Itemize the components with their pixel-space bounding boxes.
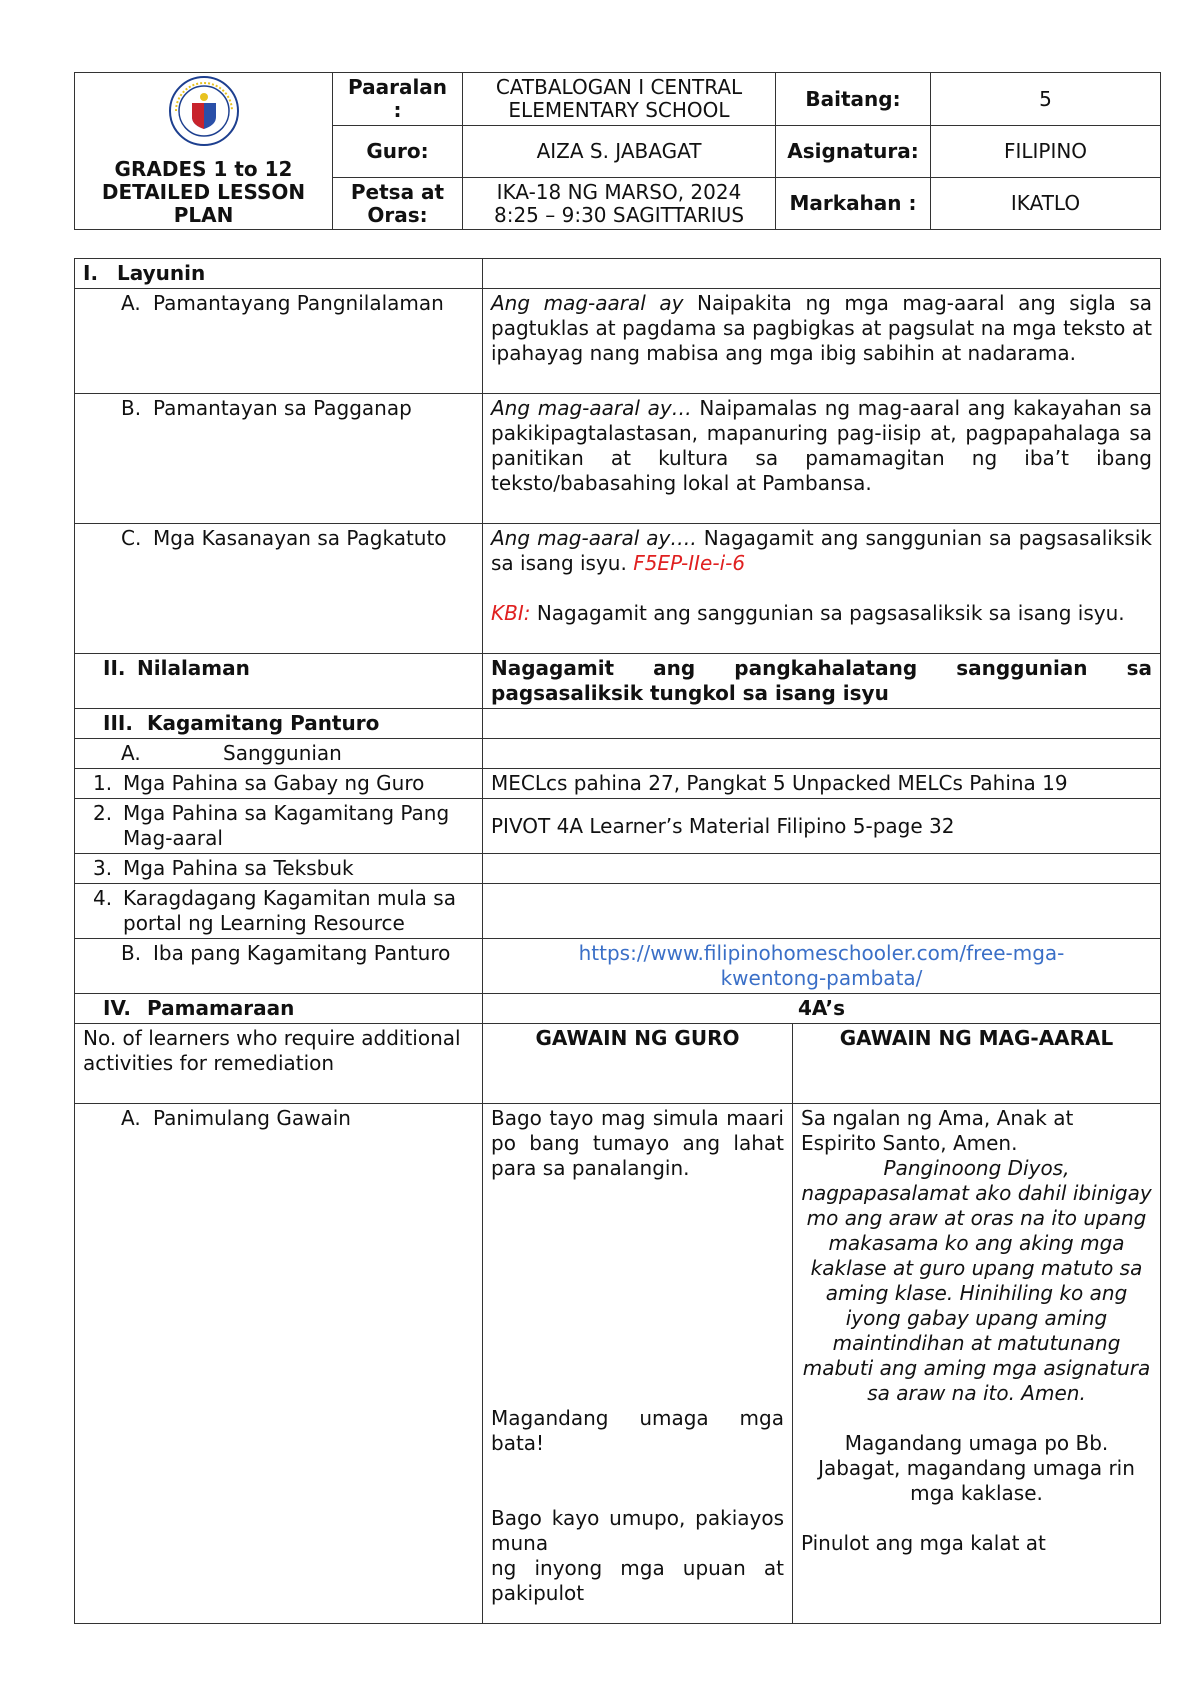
col-student-header: GAWAIN NG MAG-AARAL: [793, 1024, 1161, 1104]
grade-label: Baitang:: [776, 73, 931, 126]
teacher-label: Guro:: [333, 126, 463, 178]
col-teacher-header: GAWAIN NG GURO: [483, 1024, 793, 1104]
row-sanggunian: A. Sanggunian: [75, 739, 1161, 769]
row-kagamitang-panturo: III. Kagamitang Panturo: [75, 709, 1161, 739]
row-pamantayan-sa-pagganap: B. Pamantayan sa Pagganap Ang mag-aaral ay… Naipamalas ng mag-aaral ang kakayahan sa pakikipagtalastasan, mapanuring pag-iisip at, pagpapahalaga sa panitikan at kultura sa pamamagitan ng iba’t ibang teksto/babasahing lokal at Pambansa.: [75, 394, 1161, 524]
school-label: Paaralan :: [333, 73, 463, 126]
remediation-label: No. of learners who require additional activities for remediation: [75, 1024, 483, 1104]
row-karagdagang-kagamitan: 4. Karagdagang Kagamitan mula sa portal ng Learning Resource: [75, 884, 1161, 939]
row-pamamaraan: IV. Pamamaraan 4A’s: [75, 994, 1161, 1024]
row-pamantayang-pangnilalaman: A. Pamantayang Pangnilalaman Ang mag-aaral ay Naipakita ng mga mag-aaral ang sigla sa pagtuklas at pagdama sa pagbigkas at pagsulat na mga teksto at ipahayag nang mabisa ang mga ibig sabihin at nadarama.: [75, 289, 1161, 394]
subject-label: Asignatura:: [776, 126, 931, 178]
four-as: 4A’s: [483, 994, 1161, 1024]
quarter-label: Markahan :: [776, 178, 931, 230]
date-value: [463, 178, 776, 230]
resource-link-line1[interactable]: https://www.filipinohomeschooler.com/free-mga-: [578, 941, 1065, 965]
row-iba-pang-kagamitan: B. Iba pang Kagamitang Panturo https://www.filipinohomeschooler.com/free-mga- kwentong-pambata/: [75, 939, 1161, 994]
date-value-line1: IKA-18 NG MARSO, 2024: [496, 179, 742, 204]
lesson-table: [74, 258, 1161, 1624]
teacher-activity: Bago tayo mag simula maari po bang tumayo ang lahat para sa panalangin. Magandang umaga mga bata! Bago kayo umupo, pakiayos muna ng inyong mga upuan at pakipulot: [483, 1104, 793, 1624]
row-remediation: [75, 1024, 1161, 1104]
kagamitang-value: PIVOT 4A Learner’s Material Filipino 5-page 32: [483, 799, 1161, 854]
row-kagamitang-mag-aaral: 2. Mga Pahina sa Kagamitang Pang Mag-aaral PIVOT 4A Learner’s Material Filipino 5-page 32: [75, 799, 1161, 854]
student-activity: Sa ngalan ng Ama, Anak at Espirito Santo, Amen. Panginoong Diyos, nagpapasalamat ako dahil ibinigay mo ang araw at oras na ito upang makasama ko ang aking mga kaklase at guro upang matuto sa aming klase. Hinihiling ko ang iyong gabay upang aming maintindihan at matutunang mabuti ang aming mga asignatura sa araw na ito. Amen. Magandang umaga po Bb. Jabagat, magandang umaga rin mga kaklase. Pinulot ang mga kalat at: [793, 1104, 1161, 1624]
date-value-line2: 8:25 – 9:30 SAGITTARIUS: [493, 202, 745, 227]
row-teksbuk: 3. Mga Pahina sa Teksbuk: [75, 854, 1161, 884]
subject-value: FILIPINO: [931, 126, 1161, 178]
quarter-value: IKATLO: [931, 178, 1161, 230]
nilalaman-value: Nagagamit ang pangkahalatang sanggunian sa pagsasaliksik tungkol sa isang isyu: [483, 654, 1161, 709]
row-gabay-guro: 1. Mga Pahina sa Gabay ng Guro MECLcs pahina 27, Pangkat 5 Unpacked MELCs Pahina 19: [75, 769, 1161, 799]
row-nilalaman: II. Nilalaman Nagagamit ang pangkahalatang sanggunian sa pagsasaliksik tungkol sa isang isyu: [75, 654, 1161, 709]
header-table: [74, 72, 1161, 230]
plan-title: GRADES 1 to 12 DETAILED LESSON PLAN: [101, 157, 306, 227]
school-value: CATBALOGAN I CENTRAL ELEMENTARY SCHOOL: [463, 73, 776, 126]
logo-cell: [75, 73, 333, 230]
melc-code: F5EP-IIe-i-6: [633, 551, 746, 575]
grade-value: 5: [931, 73, 1161, 126]
row-panimulang-gawain: A. Panimulang Gawain Bago tayo mag simula maari po bang tumayo ang lahat para sa panalangin. Magandang umaga mga bata! Bago kayo umupo, pakiayos muna ng inyong mga upuan at pakipulot Sa ngalan ng Ama, Anak at Espirito Santo, Amen. Panginoong Diyos, nagpapasalamat ako dahil ibinigay mo ang araw at oras na ito upang makasama ko ang aking mga kaklase at guro upang matuto sa aming klase. Hinihiling ko ang iyong gabay upang aming maintindihan at matutunang mabuti ang aming mga asignatura sa araw na ito. Amen. Magandang umaga po Bb. Jabagat, magandang umaga rin mga kaklase. Pinulot ang mga kalat at: [75, 1104, 1161, 1624]
teacher-value: AIZA S. JABAGAT: [463, 126, 776, 178]
date-label: Petsa at Oras:: [333, 178, 463, 230]
gabay-guro-value: MECLcs pahina 27, Pangkat 5 Unpacked MELCs Pahina 19: [483, 769, 1161, 799]
resource-link-line2[interactable]: kwentong-pambata/: [720, 966, 923, 990]
row-layunin: I. Layunin: [75, 259, 1161, 289]
kbi-label: KBI:: [491, 601, 531, 625]
row-kasanayan: C. Mga Kasanayan sa Pagkatuto Ang mag-aaral ay…. Nagagamit ang sanggunian sa pagsasaliksik sa isang isyu. F5EP-IIe-i-6 KBI: Nagagamit ang sanggunian sa pagsasaliksik sa isang isyu.: [75, 524, 1161, 654]
deped-seal-icon: [168, 75, 240, 147]
